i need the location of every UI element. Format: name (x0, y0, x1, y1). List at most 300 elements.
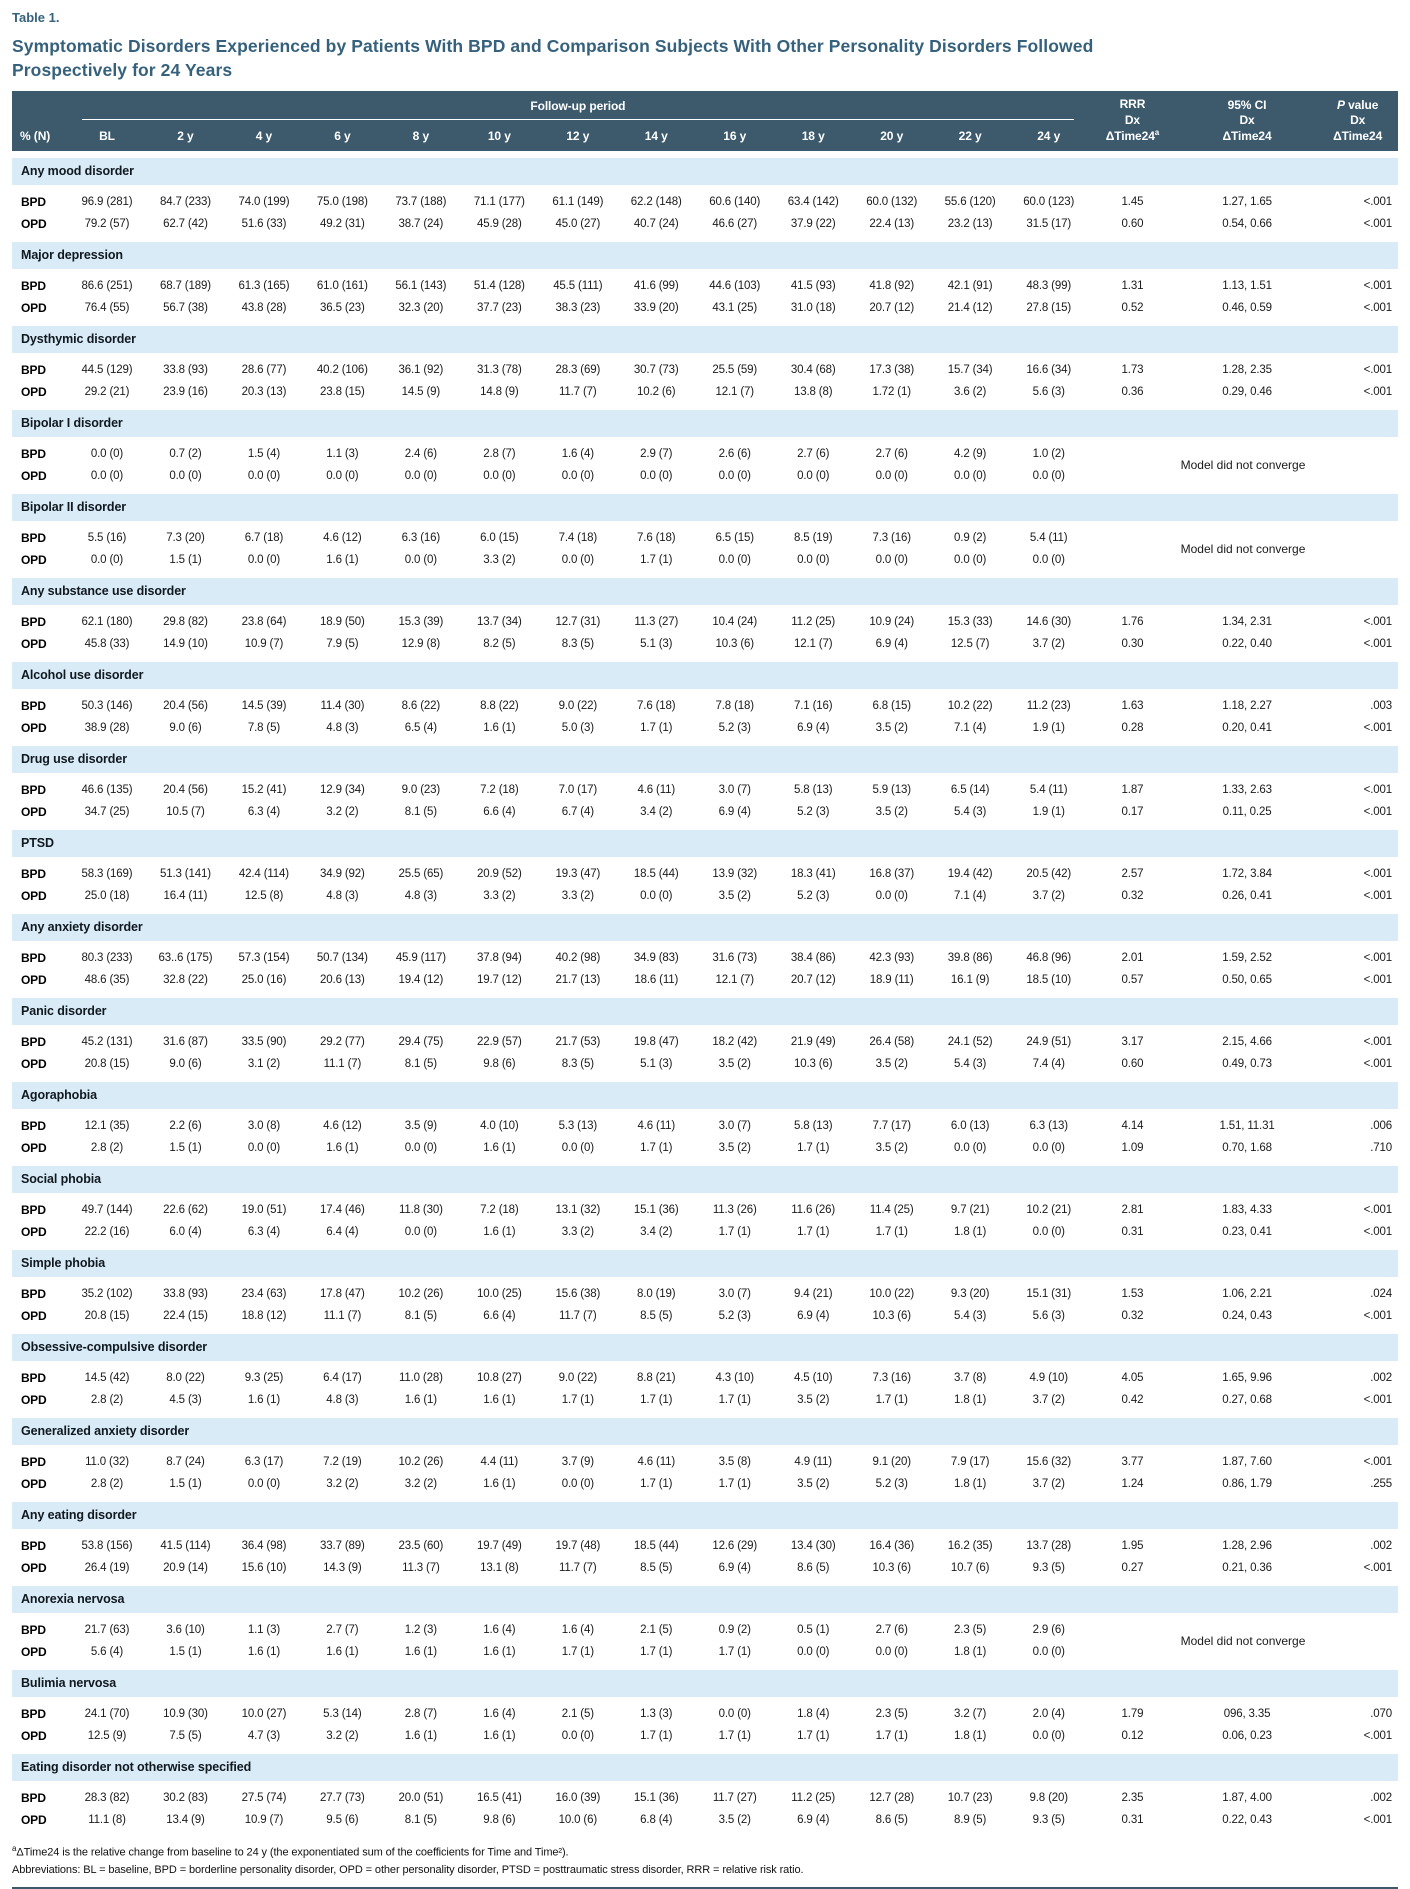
col-header-rrr (1088, 91, 1177, 154)
rrr-cell: 0.60 (1121, 1057, 1144, 1070)
percent-n-cell: 0.0 (0) (797, 553, 830, 566)
percent-n-cell: 6.0 (15) (480, 531, 519, 544)
data-row (12, 885, 1398, 911)
section-row (12, 575, 1398, 609)
percent-n-cell: 16.5 (41) (476, 1791, 522, 1804)
percent-n-cell: 2.2 (6) (169, 1119, 202, 1132)
percent-n-cell: 27.7 (73) (320, 1791, 365, 1804)
percent-n-cell: 10.5 (7) (166, 805, 205, 818)
row-group-label: OPD (21, 1728, 47, 1743)
percent-n-cell: 0.0 (0) (954, 1141, 987, 1154)
footnote-abbreviations: Abbreviations: BL = baseline, BPD = borderline personality disorder, OPD = other personality disorder, PTSD = posttraumatic stress disorder, RRR = relative risk ratio. (12, 1863, 804, 1876)
row-group-label: BPD (21, 1454, 46, 1469)
percent-n-cell: 6.7 (18) (244, 531, 284, 544)
section-header-label: Bipolar I disorder (12, 407, 1398, 441)
percent-n-cell: 0.0 (0) (875, 553, 908, 566)
percent-n-cell: 62.1 (180) (81, 615, 133, 628)
ci-cell: 1.83, 4.33 (1222, 1203, 1272, 1216)
row-group-label: OPD (21, 300, 47, 315)
data-row (12, 381, 1398, 407)
percent-n-cell: 5.8 (13) (793, 1119, 833, 1132)
percent-n-cell: 20.4 (56) (163, 783, 208, 796)
rrr-cell: 2.35 (1121, 1791, 1144, 1804)
percent-n-cell: 19.7 (12) (476, 973, 522, 986)
rrr-cell: 1.87 (1121, 783, 1144, 796)
bottom-rule (12, 1887, 1398, 1889)
percent-n-cell: 44.5 (129) (81, 363, 133, 376)
percent-n-cell: 3.5 (2) (718, 1141, 751, 1154)
percent-n-cell: 20.7 (12) (790, 973, 836, 986)
row-group-label: BPD (21, 698, 46, 713)
percent-n-cell: 14.8 (9) (480, 385, 519, 398)
row-group-label: OPD (21, 1056, 47, 1071)
percent-n-cell: 34.7 (25) (84, 805, 130, 818)
percent-n-cell: 28.3 (82) (84, 1791, 130, 1804)
percent-n-cell: 45.9 (28) (476, 217, 522, 230)
percent-n-cell: 5.2 (3) (718, 721, 751, 734)
section-row (12, 1331, 1398, 1365)
rrr-cell: 2.57 (1121, 867, 1144, 880)
data-row (12, 608, 1398, 633)
percent-n-cell: 16.2 (35) (947, 1539, 993, 1552)
ci-cell: 1.59, 2.52 (1222, 951, 1272, 964)
percent-n-cell: 0.0 (0) (1032, 1729, 1065, 1742)
ci-cell: 1.65, 9.96 (1222, 1371, 1272, 1384)
percent-n-cell: 1.6 (1) (326, 1645, 359, 1658)
percent-n-cell: 1.6 (1) (247, 1645, 281, 1658)
percent-n-cell: 22.4 (13) (869, 217, 915, 230)
percent-n-cell: 10.0 (22) (869, 1287, 915, 1300)
percent-n-cell: 8.5 (19) (793, 531, 833, 544)
percent-n-cell: 5.2 (3) (797, 889, 830, 902)
col-header-18y: 18 y (774, 122, 852, 155)
percent-n-cell: 17.4 (46) (320, 1203, 365, 1216)
percent-n-cell: 15.6 (38) (555, 1287, 601, 1300)
percent-n-cell: 61.1 (149) (552, 195, 604, 208)
percent-n-cell: 1.8 (1) (954, 1225, 987, 1238)
percent-n-cell: 23.8 (64) (241, 615, 287, 628)
percent-n-cell: 7.6 (18) (637, 699, 676, 712)
row-group-label: OPD (21, 1224, 47, 1239)
rrr-cell: 0.27 (1121, 1561, 1144, 1574)
percent-n-cell: 79.2 (57) (84, 217, 130, 230)
percent-n-cell: 3.5 (2) (875, 1141, 908, 1154)
row-group-label: BPD (21, 614, 46, 629)
row-group-label: OPD (21, 1812, 47, 1827)
rrr-cell: 1.31 (1121, 279, 1144, 292)
percent-n-cell: 38.9 (28) (84, 721, 130, 734)
section-header-label: Bipolar II disorder (12, 491, 1398, 525)
percent-n-cell: 12.7 (31) (555, 615, 601, 628)
percent-n-cell: 18.2 (42) (712, 1035, 758, 1048)
percent-n-cell: 4.8 (3) (404, 889, 437, 902)
percent-n-cell: 7.1 (16) (793, 699, 833, 712)
percent-n-cell: 19.4 (12) (398, 973, 444, 986)
percent-n-cell: 1.7 (1) (875, 1225, 908, 1238)
percent-n-cell: 7.1 (4) (954, 721, 987, 734)
symptomatic-disorders-table (12, 91, 1398, 1831)
data-row (12, 801, 1398, 827)
col-header-8y: 8 y (382, 122, 460, 155)
percent-n-cell: 0.0 (0) (90, 553, 124, 566)
percent-n-cell: 5.6 (4) (90, 1645, 124, 1658)
percent-n-cell: 29.8 (82) (163, 615, 208, 628)
percent-n-cell: 16.4 (11) (163, 889, 208, 902)
rrr-cell: 0.60 (1121, 217, 1144, 230)
percent-n-cell: 33.9 (20) (633, 301, 679, 314)
percent-n-cell: 1.7 (1) (797, 1225, 830, 1238)
row-group-label: BPD (21, 530, 46, 545)
percent-n-cell: 7.3 (16) (872, 531, 911, 544)
percent-n-cell: 0.0 (0) (797, 469, 830, 482)
percent-n-cell: 44.6 (103) (709, 279, 761, 292)
percent-n-cell: 5.0 (3) (561, 721, 594, 734)
percent-n-cell: 1.1 (3) (247, 1623, 281, 1636)
section-header-label: Agoraphobia (12, 1079, 1398, 1113)
p-value-cell: .070 (1370, 1707, 1392, 1720)
percent-n-cell: 7.7 (17) (872, 1119, 911, 1132)
percent-n-cell: 5.9 (13) (872, 783, 911, 796)
percent-n-cell: 1.6 (1) (483, 1141, 516, 1154)
percent-n-cell: 0.0 (0) (561, 1729, 594, 1742)
percent-n-cell: 4.0 (10) (480, 1119, 519, 1132)
percent-n-cell: 0.0 (0) (90, 469, 124, 482)
data-row (12, 1364, 1398, 1389)
percent-n-cell: 3.0 (7) (718, 1287, 751, 1300)
percent-n-cell: 15.7 (34) (947, 363, 993, 376)
percent-n-cell: 3.7 (2) (1032, 637, 1065, 650)
ci-cell: 0.27, 0.68 (1222, 1393, 1272, 1406)
percent-n-cell: 8.3 (5) (561, 1057, 594, 1070)
percent-n-cell: 12.1 (7) (793, 637, 833, 650)
percent-n-cell: 11.1 (7) (323, 1309, 362, 1322)
percent-n-cell: 60.0 (123) (1023, 195, 1075, 208)
percent-n-cell: 16.6 (34) (1026, 363, 1072, 376)
rrr-cell: 1.76 (1121, 615, 1144, 628)
ci-cell: 1.33, 2.63 (1222, 783, 1272, 796)
percent-n-cell: 3.3 (2) (561, 1225, 594, 1238)
data-row (12, 1809, 1398, 1831)
percent-n-cell: 21.7 (53) (555, 1035, 601, 1048)
data-row (12, 860, 1398, 885)
percent-n-cell: 1.6 (1) (326, 1141, 359, 1154)
percent-n-cell: 4.6 (11) (637, 1119, 676, 1132)
percent-n-cell: 1.6 (1) (404, 1729, 437, 1742)
section-row (12, 323, 1398, 357)
percent-n-cell: 2.9 (7) (640, 447, 673, 460)
col-header-12y: 12 y (539, 122, 617, 155)
col-header-24y: 24 y (1009, 122, 1088, 155)
percent-n-cell: 1.6 (1) (483, 1393, 516, 1406)
percent-n-cell: 6.6 (4) (483, 1309, 516, 1322)
percent-n-cell: 30.4 (68) (790, 363, 836, 376)
row-group-label: BPD (21, 1790, 46, 1805)
percent-n-cell: 0.0 (0) (875, 1645, 908, 1658)
p-value-cell: <.001 (1363, 217, 1392, 230)
percent-n-cell: 41.8 (92) (869, 279, 915, 292)
percent-n-cell: 50.7 (134) (316, 951, 368, 964)
p-value-cell: <.001 (1363, 1035, 1392, 1048)
rrr-line2: Dx (1124, 112, 1140, 127)
percent-n-cell: 37.8 (94) (476, 951, 522, 964)
percent-n-cell: 3.2 (2) (404, 1477, 437, 1490)
percent-n-cell: 9.7 (21) (950, 1203, 990, 1216)
percent-n-cell: 15.1 (36) (633, 1791, 679, 1804)
p-line2: Dx (1350, 113, 1366, 128)
percent-n-cell: 21.7 (13) (555, 973, 601, 986)
p-value-cell: <.001 (1363, 867, 1392, 880)
percent-n-cell: 63.4 (142) (787, 195, 839, 208)
percent-n-cell: 45.9 (117) (395, 951, 446, 964)
percent-n-cell: 0.0 (0) (718, 553, 751, 566)
percent-n-cell: 0.9 (2) (718, 1623, 751, 1636)
footnotes (12, 1843, 1398, 1879)
percent-n-cell: 3.4 (2) (640, 1225, 673, 1238)
percent-n-cell: 56.7 (38) (163, 301, 208, 314)
data-row (12, 1221, 1398, 1247)
percent-n-cell: 0.0 (0) (561, 1141, 594, 1154)
percent-n-cell: 73.7 (188) (395, 195, 447, 208)
percent-n-cell: 1.6 (1) (326, 553, 359, 566)
percent-n-cell: 2.6 (6) (718, 447, 751, 460)
ci-cell: 0.22, 0.43 (1222, 1813, 1272, 1826)
rrr-cell: 1.24 (1121, 1477, 1144, 1490)
percent-n-cell: 36.4 (98) (241, 1539, 287, 1552)
percent-n-cell: 62.7 (42) (163, 217, 208, 230)
percent-n-cell: 13.8 (8) (793, 385, 833, 398)
percent-n-cell: 18.5 (10) (1026, 973, 1072, 986)
percent-n-cell: 2.9 (6) (1032, 1623, 1065, 1636)
percent-n-cell: 3.7 (8) (954, 1371, 987, 1384)
ci-cell: 2.15, 4.66 (1222, 1035, 1272, 1048)
data-row (12, 1305, 1398, 1331)
percent-n-cell: 22.9 (57) (476, 1035, 522, 1048)
percent-n-cell: 1.8 (1) (954, 1645, 987, 1658)
ci-cell: 0.46, 0.59 (1222, 301, 1272, 314)
percent-n-cell: 3.5 (2) (718, 1057, 751, 1070)
percent-n-cell: 1.7 (1) (718, 1729, 751, 1742)
percent-n-cell: 30.7 (73) (633, 363, 679, 376)
p-value-cell: .002 (1370, 1371, 1392, 1384)
percent-n-cell: 45.0 (27) (555, 217, 601, 230)
row-group-label: BPD (21, 1034, 46, 1049)
percent-n-cell: 13.1 (8) (480, 1561, 519, 1574)
data-row (12, 1557, 1398, 1583)
percent-n-cell: 1.7 (1) (640, 1141, 673, 1154)
percent-n-cell: 48.3 (99) (1026, 279, 1072, 292)
percent-n-cell: 1.7 (1) (718, 1393, 751, 1406)
rrr-cell: 1.53 (1121, 1287, 1144, 1300)
percent-n-cell: 20.6 (13) (320, 973, 365, 986)
percent-n-cell: 6.9 (4) (797, 721, 830, 734)
percent-n-cell: 49.7 (144) (81, 1203, 133, 1216)
percent-n-cell: 5.1 (3) (640, 1057, 673, 1070)
data-row (12, 188, 1398, 213)
p-value-cell: .003 (1370, 699, 1392, 712)
percent-n-cell: 9.3 (25) (244, 1371, 284, 1384)
ci-cell: 096, 3.35 (1223, 1707, 1271, 1720)
percent-n-cell: 3.5 (2) (718, 1813, 751, 1826)
percent-n-cell: 11.7 (27) (712, 1791, 757, 1804)
percent-n-cell: 43.1 (25) (712, 301, 758, 314)
percent-n-cell: 8.0 (19) (637, 1287, 676, 1300)
percent-n-cell: 96.9 (281) (81, 195, 133, 208)
percent-n-cell: 8.1 (5) (404, 1813, 437, 1826)
percent-n-cell: 25.5 (65) (398, 867, 444, 880)
percent-n-cell: 33.8 (93) (163, 1287, 208, 1300)
percent-n-cell: 40.7 (24) (633, 217, 679, 230)
percent-n-cell: 15.2 (41) (241, 783, 287, 796)
percent-n-cell: 9.0 (6) (169, 721, 202, 734)
rrr-cell: 0.12 (1121, 1729, 1144, 1742)
percent-n-cell: 3.2 (2) (326, 805, 359, 818)
row-group-label: BPD (21, 866, 46, 881)
percent-n-cell: 6.9 (4) (797, 1309, 830, 1322)
section-row (12, 827, 1398, 861)
percent-n-cell: 17.3 (38) (869, 363, 915, 376)
p-value-cell: <.001 (1363, 615, 1392, 628)
percent-n-cell: 16.4 (36) (869, 1539, 915, 1552)
section-row (12, 1751, 1398, 1785)
percent-n-cell: 9.0 (22) (558, 1371, 598, 1384)
percent-n-cell: 9.1 (20) (872, 1455, 911, 1468)
percent-n-cell: 7.2 (18) (480, 783, 519, 796)
percent-n-cell: 31.5 (17) (1026, 217, 1072, 230)
percent-n-cell: 19.7 (49) (476, 1539, 522, 1552)
rrr-cell: 1.63 (1121, 699, 1144, 712)
ci-cell: 0.24, 0.43 (1222, 1309, 1272, 1322)
table-header (12, 91, 1398, 154)
row-group-label: OPD (21, 720, 47, 735)
percent-n-cell: 10.3 (6) (872, 1561, 911, 1574)
percent-n-cell: 1.0 (2) (1032, 447, 1065, 460)
data-row (12, 1448, 1398, 1473)
percent-n-cell: 2.1 (5) (561, 1707, 594, 1720)
section-header-label: Major depression (12, 239, 1398, 273)
percent-n-cell: 25.5 (59) (712, 363, 758, 376)
section-header-label: Simple phobia (12, 1247, 1398, 1281)
percent-n-cell: 0.0 (0) (326, 469, 359, 482)
percent-n-cell: 10.9 (24) (869, 615, 915, 628)
percent-n-cell: 11.1 (8) (88, 1813, 126, 1826)
data-row (12, 717, 1398, 743)
percent-n-cell: 45.2 (131) (81, 1035, 133, 1048)
percent-n-cell: 74.0 (199) (238, 195, 290, 208)
percent-n-cell: 0.0 (0) (247, 553, 281, 566)
percent-n-cell: 1.8 (1) (954, 1729, 987, 1742)
percent-n-cell: 16.8 (37) (869, 867, 915, 880)
ci-cell: 0.22, 0.40 (1222, 637, 1272, 650)
data-row (12, 1532, 1398, 1557)
percent-n-cell: 18.5 (44) (633, 1539, 679, 1552)
percent-n-cell: 42.4 (114) (238, 867, 289, 880)
percent-n-cell: 38.3 (23) (555, 301, 601, 314)
percent-n-cell: 0.0 (0) (954, 469, 987, 482)
ci-cell: 0.21, 0.36 (1222, 1561, 1272, 1574)
percent-n-cell: 86.6 (251) (81, 279, 133, 292)
section-header-label: Drug use disorder (12, 743, 1398, 777)
percent-n-cell: 10.4 (24) (712, 615, 758, 628)
section-row (12, 911, 1398, 945)
row-group-label: BPD (21, 194, 46, 209)
percent-n-cell: 16.1 (9) (950, 973, 990, 986)
section-header-label: Bulimia nervosa (12, 1667, 1398, 1701)
percent-n-cell: 12.1 (7) (715, 385, 754, 398)
percent-n-cell: 12.9 (8) (401, 637, 441, 650)
percent-n-cell: 8.5 (5) (640, 1309, 673, 1322)
p-value-cell: <.001 (1363, 1203, 1392, 1216)
ci-cell: 0.06, 0.23 (1222, 1729, 1272, 1742)
row-group-label: BPD (21, 782, 46, 797)
percent-n-cell: 4.6 (12) (323, 531, 362, 544)
percent-n-cell: 15.1 (36) (633, 1203, 679, 1216)
percent-n-cell: 3.7 (2) (1032, 889, 1065, 902)
percent-n-cell: 62.2 (148) (630, 195, 682, 208)
percent-n-cell: 2.3 (5) (954, 1623, 987, 1636)
row-group-label: BPD (21, 446, 46, 461)
percent-n-cell: 45.8 (33) (84, 637, 130, 650)
percent-n-cell: 1.7 (1) (561, 1645, 594, 1658)
data-row (12, 1028, 1398, 1053)
percent-n-cell: 43.8 (28) (241, 301, 287, 314)
followup-period-label: Follow-up period (82, 99, 1074, 120)
percent-n-cell: 6.4 (17) (323, 1371, 362, 1384)
percent-n-cell: 0.0 (0) (954, 553, 987, 566)
p-value-cell: <.001 (1363, 385, 1392, 398)
percent-n-cell: 10.9 (30) (163, 1707, 208, 1720)
percent-n-cell: 0.0 (0) (169, 469, 202, 482)
ci-cell: 0.49, 0.73 (1222, 1057, 1272, 1070)
percent-n-cell: 0.0 (0) (875, 889, 908, 902)
percent-n-cell: 12.1 (7) (715, 973, 754, 986)
percent-n-cell: 6.9 (4) (797, 1813, 830, 1826)
percent-n-cell: 34.9 (92) (320, 867, 365, 880)
percent-n-cell: 18.9 (50) (320, 615, 365, 628)
row-group-label: OPD (21, 1308, 47, 1323)
percent-n-cell: 3.5 (2) (797, 1393, 830, 1406)
percent-n-cell: 57.3 (154) (238, 951, 290, 964)
percent-n-cell: 7.8 (18) (715, 699, 754, 712)
percent-n-cell: 68.7 (189) (159, 279, 211, 292)
percent-n-cell: 18.3 (41) (790, 867, 836, 880)
percent-n-cell: 18.6 (11) (634, 973, 679, 986)
percent-n-cell: 13.7 (28) (1026, 1539, 1072, 1552)
rrr-cell: 3.17 (1121, 1035, 1144, 1048)
p-value-cell: <.001 (1363, 805, 1392, 818)
percent-n-cell: 6.9 (4) (718, 805, 751, 818)
p-value-cell: <.001 (1363, 951, 1392, 964)
row-group-label: BPD (21, 1286, 46, 1301)
p-value-cell: .024 (1370, 1287, 1392, 1300)
percent-n-cell: 5.4 (11) (1029, 783, 1068, 796)
percent-n-cell: 14.5 (42) (84, 1371, 130, 1384)
col-header-20y: 20 y (852, 122, 930, 155)
rrr-cell: 0.57 (1121, 973, 1144, 986)
section-row (12, 995, 1398, 1029)
percent-n-cell: 37.9 (22) (790, 217, 836, 230)
percent-n-cell: 4.4 (11) (480, 1455, 519, 1468)
percent-n-cell: 3.0 (7) (718, 1119, 751, 1132)
percent-n-cell: 3.3 (2) (561, 889, 594, 902)
percent-n-cell: 1.1 (3) (326, 447, 359, 460)
ci-cell: 0.11, 0.25 (1222, 805, 1272, 818)
percent-n-cell: 2.0 (4) (1032, 1707, 1065, 1720)
section-header-label: Any eating disorder (12, 1499, 1398, 1533)
percent-n-cell: 2.8 (2) (90, 1141, 124, 1154)
percent-n-cell: 3.5 (8) (718, 1455, 751, 1468)
p-value-cell: <.001 (1363, 721, 1392, 734)
percent-n-cell: 5.4 (3) (954, 805, 987, 818)
